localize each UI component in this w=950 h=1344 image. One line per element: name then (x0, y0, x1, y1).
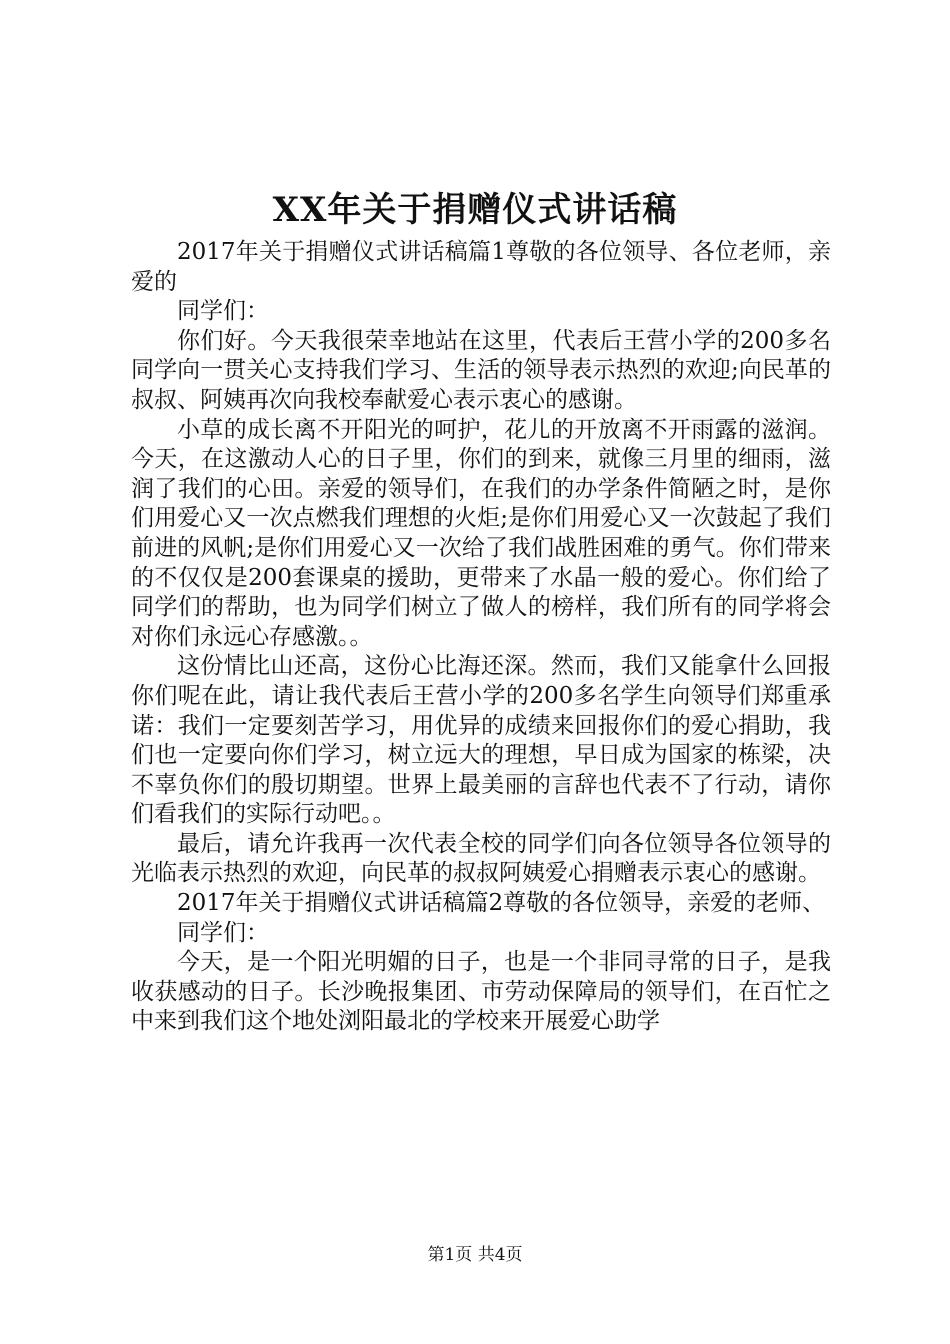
document-title: XX年关于捐赠仪式讲话稿 (272, 190, 678, 230)
document-body (131, 238, 831, 1037)
salutation-1: 同学们： (177, 298, 269, 325)
paragraph-6: 2017年关于捐赠仪式讲话稿篇2尊敬的各位领导，亲爱的老师、 (177, 890, 826, 917)
paragraph-3: 小草的成长离不开阳光的呵护，花儿的开放离不开雨露的滋润。今天，在这激动人心的日子里，你们的到来，就像三月里的细雨，滋润了我们的心田。亲爱的领导们，在我们的办学条件简陋之时，是你们用爱心又一次点燃我们理想的火炬;是你们用爱心又一次鼓起了我们前进的风帆;是你们用爱心又一次给了我们战胜困难的勇气。你们带来的不仅仅是200套课桌的援助，更带来了水晶一般的爱心。你们给了同学们的帮助，也为同学们树立了做人的榜样，我们所有的同学将会对你们永远心存感激。。 (131, 416, 831, 650)
paragraph-4: 这份情比山还高，这份心比海还深。然而，我们又能拿什么回报你们呢在此，请让我代表后王营小学的200多名学生向领导们郑重承诺：我们一定要刻苦学习，用优异的成绩来回报你们的爱心捐助，我们也一定要向你们学习，树立远大的理想，早日成为国家的栋梁，决不辜负你们的殷切期望。世界上最美丽的言辞也代表不了行动，请你们看我们的实际行动吧。。 (131, 653, 831, 828)
paragraph-1: 2017年关于捐赠仪式讲话稿篇1尊敬的各位领导、各位老师，亲爱的 (131, 239, 831, 295)
paragraph-5: 最后，请允许我再一次代表全校的同学们向各位领导各位领导的光临表示热烈的欢迎，向民革的叔叔阿姨爱心捐赠表示衷心的感谢。 (131, 830, 831, 887)
salutation-2: 同学们： (177, 919, 269, 946)
paragraph-2: 你们好。今天我很荣幸地站在这里，代表后王营小学的200多名同学向一贯关心支持我们学习、生活的领导表示热烈的欢迎;向民革的叔叔、阿姨再次向我校奉献爱心表示衷心的感谢。 (131, 327, 831, 413)
page-footer: 第1页 共4页 (427, 1245, 523, 1265)
paragraph-7: 今天，是一个阳光明媚的日子，也是一个非同寻常的日子，是我收获感动的日子。长沙晚报集团、市劳动保障局的领导们，在百忙之中来到我们这个地处浏阳最北的学校来开展爱心助学 (131, 949, 831, 1035)
